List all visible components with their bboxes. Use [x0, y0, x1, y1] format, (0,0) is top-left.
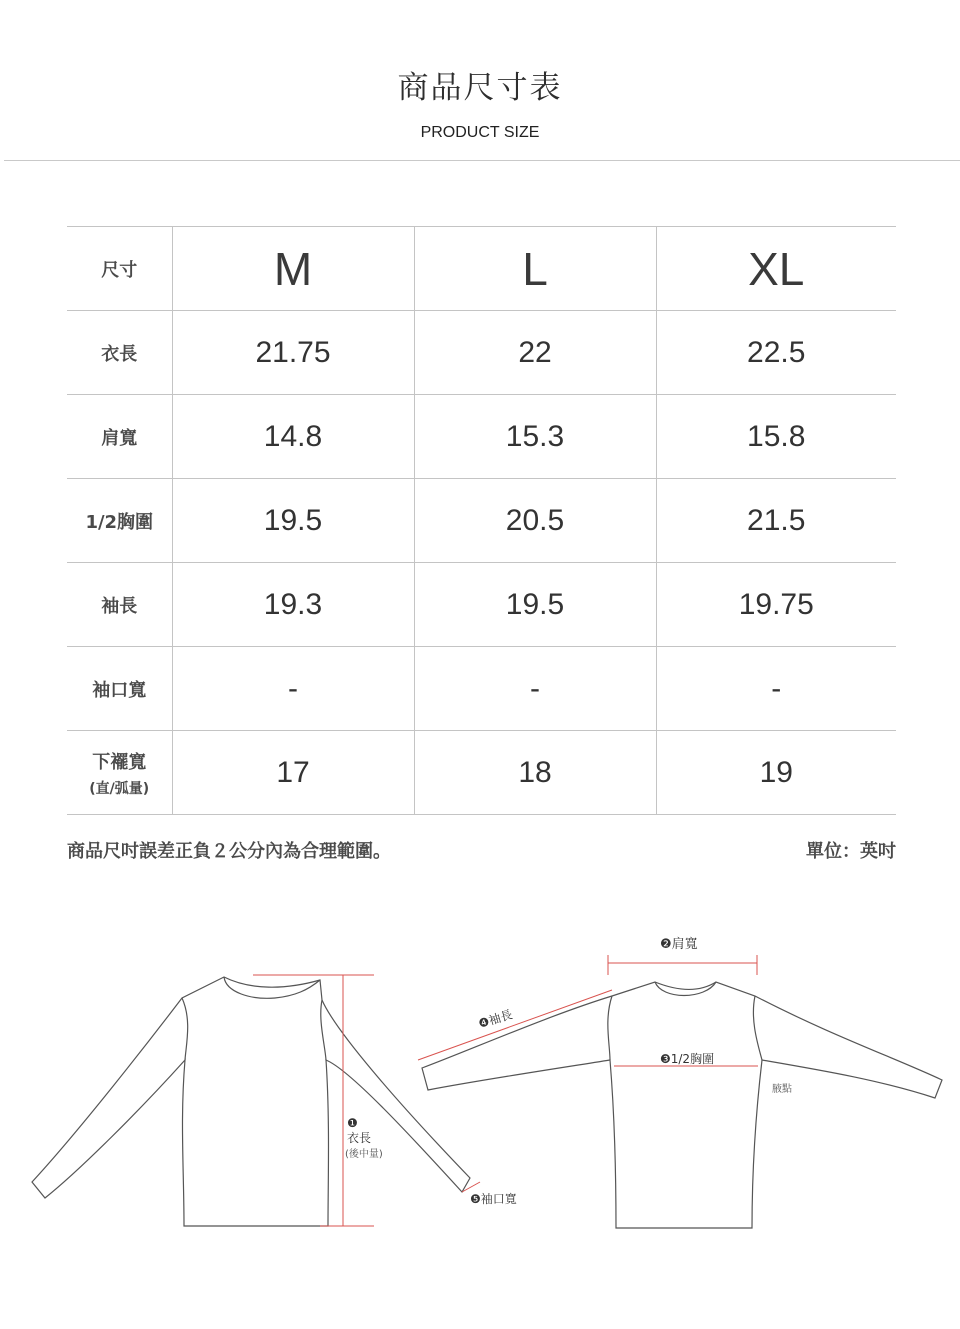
table-cell: -: [172, 647, 414, 731]
title-divider: [4, 160, 960, 161]
page-title: 商品尺寸表: [397, 70, 563, 106]
armpit-label: 腋點: [772, 1084, 792, 1095]
row-label: [67, 731, 172, 815]
table-row: [67, 647, 896, 731]
table-cell: 22: [414, 311, 656, 395]
size-header-xl: XL: [656, 227, 896, 311]
table-row: [67, 395, 896, 479]
row-label: 肩寬: [67, 395, 172, 479]
table-cell: 21.5: [656, 479, 896, 563]
row-label: 衣長: [67, 311, 172, 395]
row-label-sub: (直/弧量): [89, 780, 150, 797]
cuff-label: ❺袖口寬: [470, 1192, 517, 1206]
table-cell: 20.5: [414, 479, 656, 563]
shirt-back-illustration: [32, 977, 470, 1226]
table-cell: 19.75: [656, 563, 896, 647]
unit-label: 單位：英吋: [806, 841, 896, 862]
table-cell: 17: [172, 731, 414, 815]
table-cell: -: [656, 647, 896, 731]
length-label: 衣長: [347, 1131, 372, 1145]
length-sublabel: (後中量): [345, 1149, 383, 1160]
tolerance-note: 商品尺吋誤差正負２公分內為合理範圍。: [67, 841, 391, 862]
table-cell: -: [414, 647, 656, 731]
size-header-l: L: [414, 227, 656, 311]
table-cell: 19.5: [172, 479, 414, 563]
size-header-m: M: [172, 227, 414, 311]
row-label: 袖長: [67, 563, 172, 647]
table-row: [67, 563, 896, 647]
row-label: 袖口寬: [67, 647, 172, 731]
size-table: [67, 226, 896, 815]
shoulder-label: ❷肩寬: [660, 937, 698, 952]
page-subtitle: PRODUCT SIZE: [420, 124, 540, 141]
table-cell: 22.5: [656, 311, 896, 395]
table-cell: 21.75: [172, 311, 414, 395]
table-cell: 15.3: [414, 395, 656, 479]
table-row: [67, 311, 896, 395]
row-label: 1/2胸圍: [67, 479, 172, 563]
table-cell: 18: [414, 731, 656, 815]
length-marker: ❶: [347, 1116, 358, 1130]
table-header-row: [67, 227, 896, 311]
row-label-main: 下襬寬: [92, 751, 147, 773]
measurement-diagram: [0, 920, 960, 1320]
table-cell: 19: [656, 731, 896, 815]
table-row: [67, 479, 896, 563]
table-cell: 19.3: [172, 563, 414, 647]
table-cell: 15.8: [656, 395, 896, 479]
table-cell: 14.8: [172, 395, 414, 479]
chest-label: ❸1/2胸圍: [660, 1052, 715, 1066]
sleeve-label: ❹袖長: [476, 1007, 515, 1031]
table-cell: 19.5: [414, 563, 656, 647]
corner-label: 尺寸: [67, 227, 172, 311]
table-row: [67, 731, 896, 815]
